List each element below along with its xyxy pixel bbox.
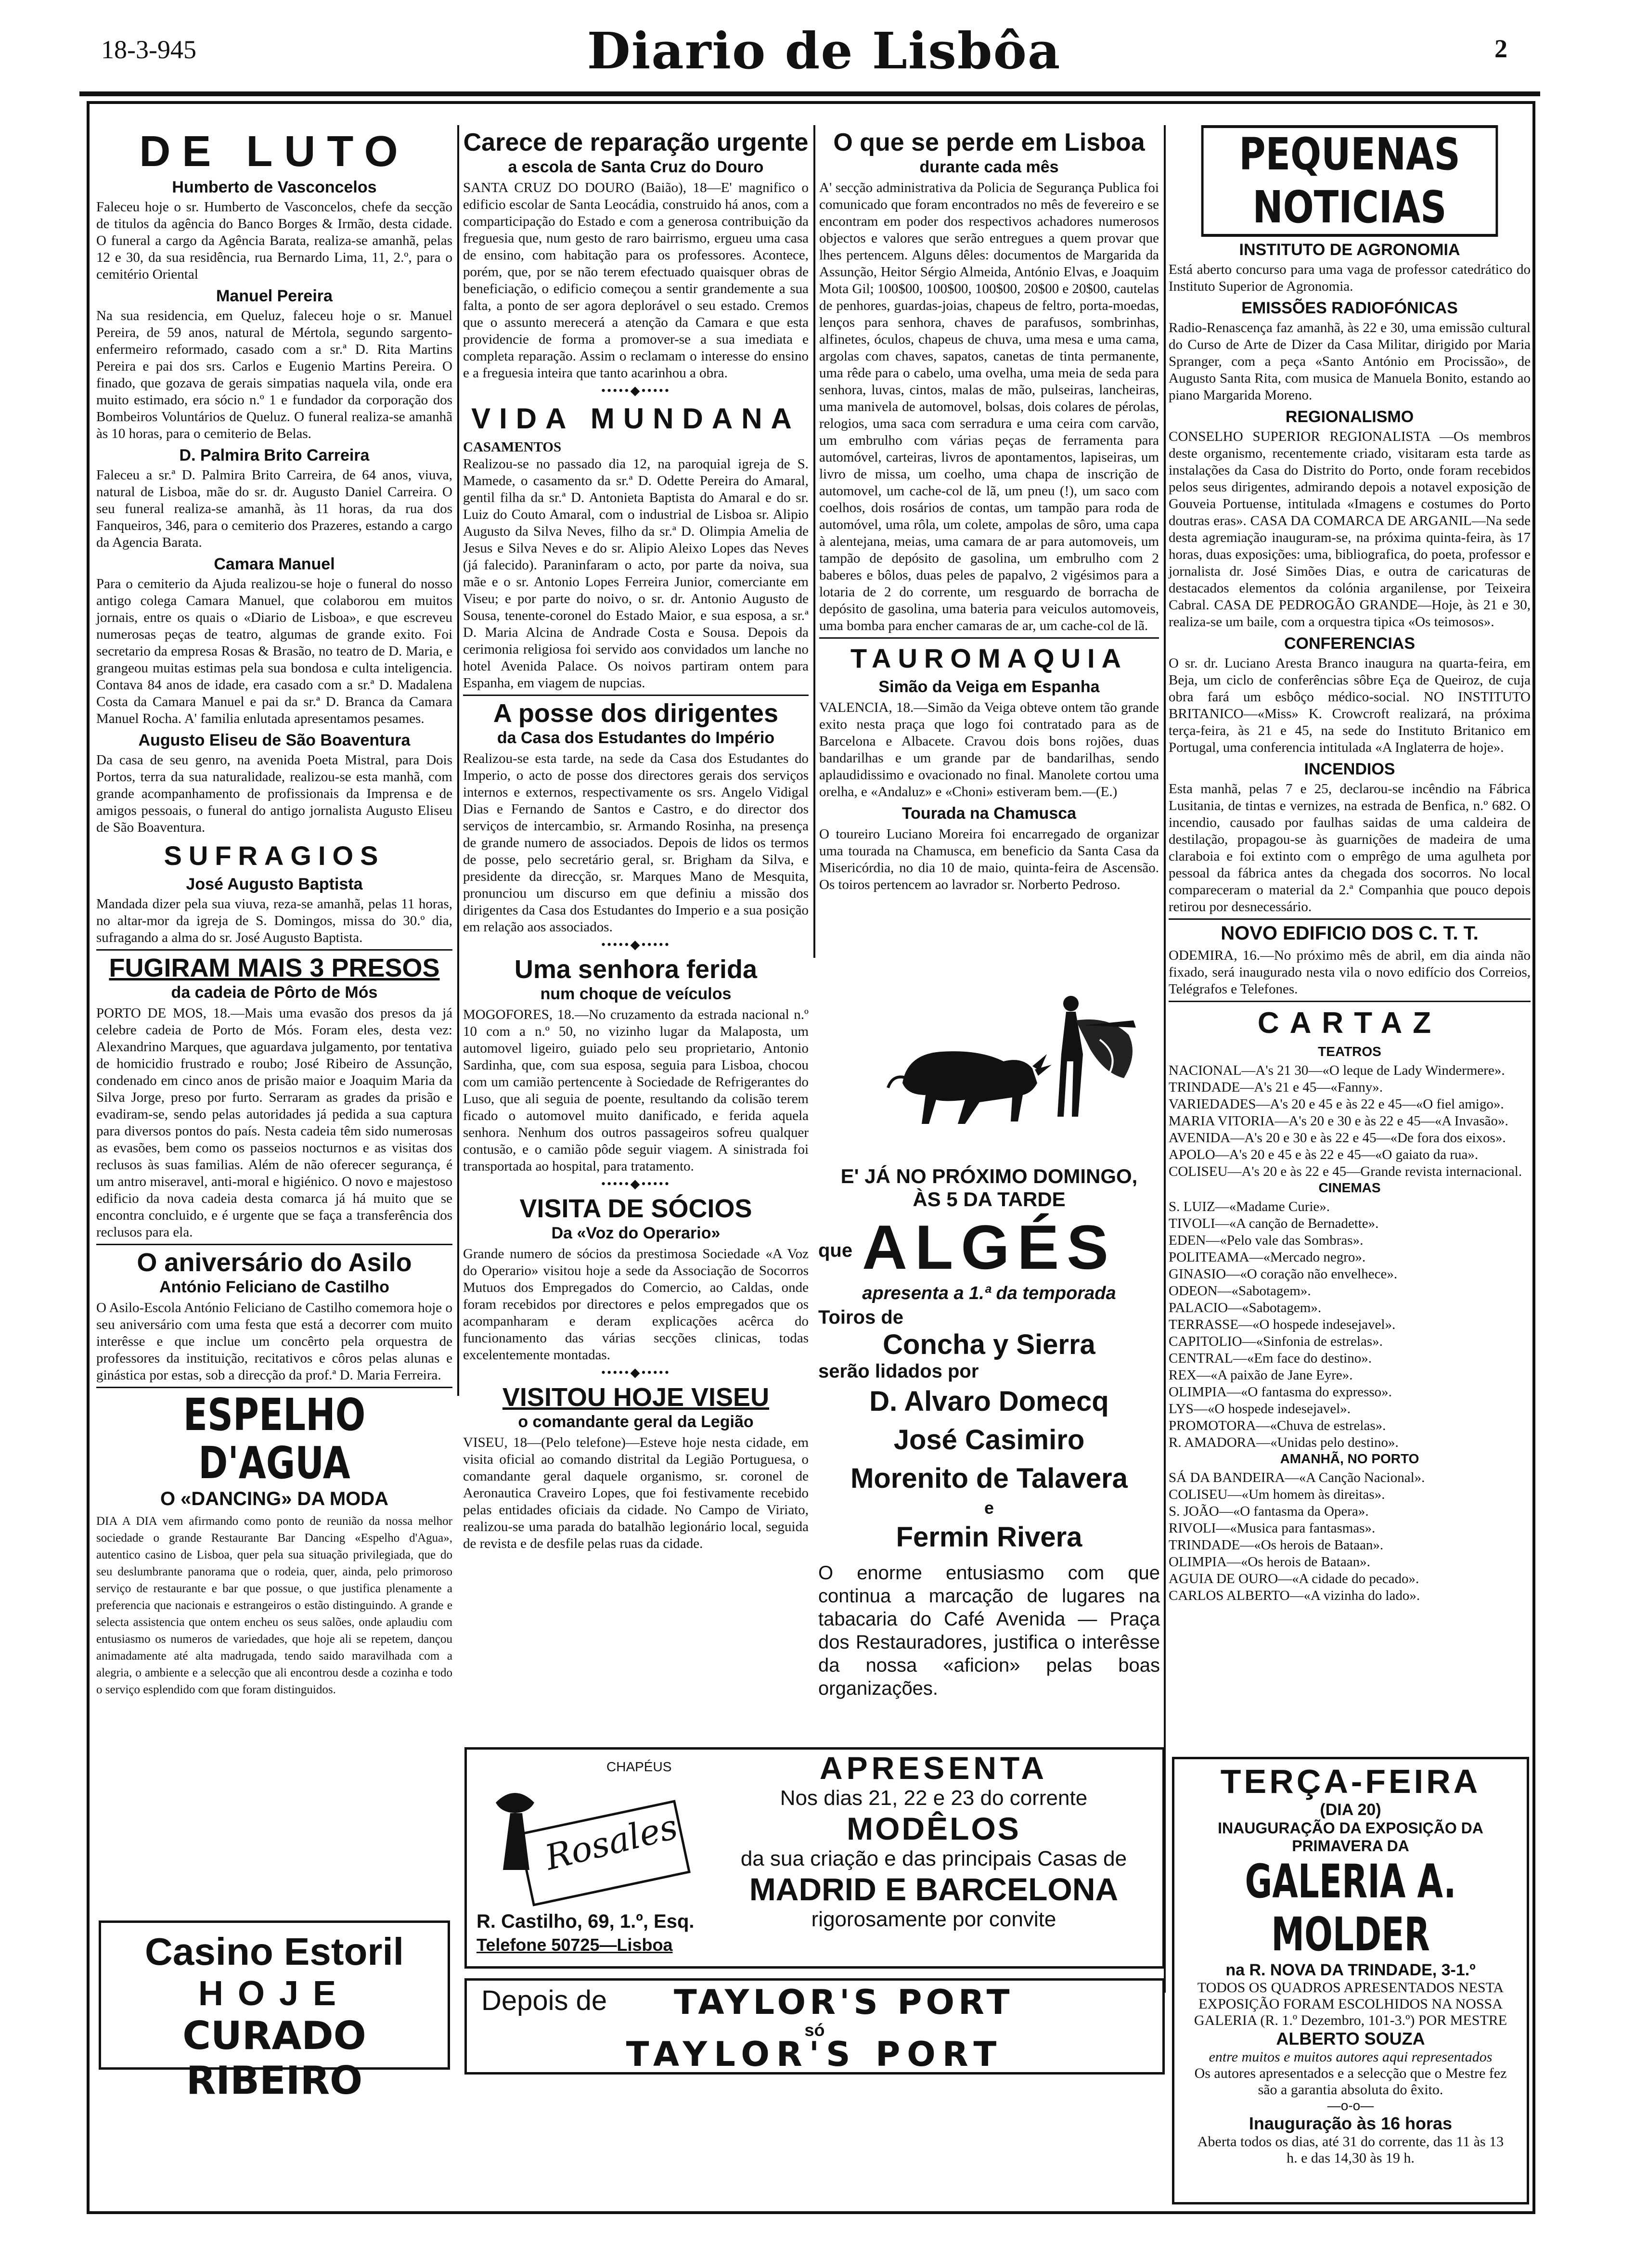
alges-bullfight-ad <box>818 953 1160 1699</box>
rosales-cities: MADRID E BARCELONA <box>749 1871 1119 1907</box>
alges-date: E' JÁ NO PRÓXIMO DOMINGO, <box>840 1165 1138 1187</box>
alges-ganadaria: Concha y Sierra <box>883 1329 1095 1360</box>
tauro-text: VALENCIA, 18.—Simão da Veiga obteve ontem tão grande exito nesta praça que logo foi contratado para as de Barcelona e Albacete. Cravou dois bons rojões, duas bandarilhas e um grande par de bandarilhas, sendo aplaudidissimo e ovacionado no final. Manolete cortou uma orelha, e «Andaluz» e «Choni» estiveram bem.—(E.) <box>819 700 1159 799</box>
rosales-ad <box>464 1747 1165 1969</box>
cinema-listing: TIVOLI—«A canção de Bernadette». <box>1169 1216 1379 1231</box>
news-text: Radio-Renascença faz amanhã, às 22 e 30, uma emissão cultural do Curso de Arte de Dizer da Casa Militar, dirigido por Maria Spranger, com a peça «Santo António em Procissão», de Augusto Santa Rita, com musica de Manuela Bonito, estando ao piano Margarida Moreno. <box>1169 320 1531 403</box>
presos-headline: FUGIRAM MAIS 3 PRESOS <box>109 954 440 982</box>
viseu-text: VISEU, 18—(Pelo telefone)—Esteve hoje nesta cidade, em visita oficial ao comando distrital da Legião Portuguesa, o comandante geral daquele organismo, sr. coronel de Aeronautica Craveiro Lopes, que foi festivamente recebido pelas entidades oficiais da cidade. No Campo de Viriato, realizou-se uma parada do batalhão legionário local, seguida de revista e de desfile pelas ruas da cidade. <box>463 1435 809 1551</box>
rosales-text-block <box>708 1750 1160 1932</box>
divider <box>463 695 809 696</box>
masthead <box>0 0 1648 91</box>
news-heading: CONFERENCIAS <box>1284 634 1416 653</box>
pequenas-headline: PEQUENAS NOTICIAS <box>1201 125 1498 237</box>
obit-name: Humberto de Vasconcelos <box>172 178 377 196</box>
mundana-headline: VIDA MUNDANA <box>471 402 800 435</box>
chamusca-text: O toureiro Luciano Moreira foi encarregado de organizar uma tourada na Chamusca, em beneficio da Santa Casa da Misericórdia, no dia 10 de maio, quinta-feira de Ascensão. Os toiros pertencem ao lavrador sr. Norberto Pedroso. <box>819 826 1159 892</box>
mundana-section: CASAMENTOS <box>463 439 562 455</box>
viseu-subtitle: o comandante geral da Legião <box>518 1413 754 1431</box>
rosales-logo <box>476 1759 693 1904</box>
teatros-heading: TEATROS <box>1318 1044 1381 1059</box>
casino-artist: CURADO RIBEIRO <box>182 2013 366 2103</box>
divider <box>1169 1001 1531 1002</box>
posse-subtitle: da Casa dos Estudantes do Império <box>497 729 775 747</box>
cinema-listing: CENTRAL—«Em face do destino». <box>1169 1351 1372 1366</box>
cinema-listing: ODEON—«Sabotagem». <box>1169 1283 1311 1299</box>
column-divider <box>813 125 815 958</box>
divider <box>96 1387 452 1388</box>
toureiro: D. Alvaro Domecq <box>869 1386 1109 1417</box>
casino-name: Casino Estoril <box>145 1930 404 1973</box>
cinema-listing: EDEN—«Pelo vale das Sombras». <box>1169 1233 1364 1248</box>
posse-text: Realizou-se esta tarde, na sede da Casa dos Estudantes do Imperio, o acto de posse dos directores gerais dos serviços internos e externos, respectivamente os srs. Angelo Vidigal Dias e Fernando de Santos e Castro, e do director dos serviços de intercambio, sr. Armando Rosinha, na presença de grande numero de associados. Depois de lidos os termos de posse, pelo secretário geral, sr. Brigham da Silva, e presidente da direcção, sr. Marques Mano de Mesquita, pronunciou um discurso em que definiu a missão dos dirigentes da Casa dos Estudantes do Imperio e a sua posição em relação aos associados. <box>463 751 809 935</box>
asilo-headline: O aniversário do Asilo <box>137 1248 412 1277</box>
news-heading: REGIONALISMO <box>1285 408 1414 426</box>
taylors-depois: Depois de <box>481 1985 607 2016</box>
bullfight-illustration <box>821 958 1158 1160</box>
sufragios-text: Mandada dizer pela sua viuva, reza-se amanhã, pelas 11 horas, no altar-mor da igreja de S. Domingos, missa do 30.º dia, sufragando a alma do sr. José Augusto Baptista. <box>96 896 452 945</box>
divider <box>1169 918 1531 920</box>
rosales-apresenta: APRESENTA <box>819 1750 1048 1786</box>
newspaper-title: Diario de Lisbôa <box>587 21 1061 80</box>
rosales-chapeus: CHAPÉUS <box>606 1759 672 1774</box>
alges-e: e <box>984 1498 994 1518</box>
obit-text: Faleceu hoje o sr. Humberto de Vasconcelos, chefe da secção de titulos da agência do Banco Borges & Irmão, desta cidade. O funeral a cargo da Agência Barata, realiza-se amanhã, pelas 12 e 30, da sua residência, rua Bernardo Lima, 11, 2.º, para o cemitério Oriental <box>96 199 452 282</box>
theatre-listing: NACIONAL—A's 21 30—«O leque de Lady Windermere». <box>1169 1063 1505 1078</box>
asilo-text: O Asilo-Escola António Feliciano de Castilho comemora hoje o seu aniversário com uma festa que está a decorrer com muito interêsse e que inclue um concêrto pela orquestra de professores da instituição, recitativos e côros pelas alunas e ginástica por estas, sob a direcção da prof.ª D. Maria Ferreira. <box>96 1300 452 1383</box>
porto-listing: AGUIA DE OURO—«A cidade do pecado». <box>1169 1571 1419 1586</box>
taylors-port-ad <box>464 1978 1165 2075</box>
teatros-list <box>1169 1062 1531 1180</box>
sufragios-name: José Augusto Baptista <box>186 875 363 893</box>
column-3 <box>819 125 1159 953</box>
perde-subtitle: durante cada mês <box>919 158 1059 176</box>
visita-text: Grande numero de sócios da prestimosa Sociedade «A Voz do Operario» visitou hoje a sede da Associação de Socorros Mutuos dos Empregados do Comercio, ao Caldas, onde foram recebidos por directores e pelos empregados que os acompanharam e deram explicações acêrca do funcionamento das várias secções clinicas, todas excelentemente montadas. <box>463 1246 809 1363</box>
rosales-days: Nos dias 21, 22 e 23 do corrente <box>780 1786 1088 1810</box>
news-text: CONSELHO SUPERIOR REGIONALISTA —Os membros deste organismo, recentemente criado, visitaram esta tarde as instalações da Casa do Distrito do Porto, onde foram recebidos pelos seus dirigentes, admirando depois a notavel exposição de Gouveia Portuense, intitulada «Imagens e costumes do Porto doutras eras». CASA DA COMARCA DE ARGANIL—Na sede desta agremiação inauguram-se, na próxima quinta-feira, às 17 horas, duas exposições: uma, bibliografica, do poeta, professor e jornalista dr. José Simões Dias, e outra de caricaturas de destacados elementos da colónia arganilense, por Teixeira Cabral. CASA DE PEDROGÃO GRANDE—Hoje, às 21 e 30, realiza-se um baile, com a orquestra tipica «Os teimosos». <box>1169 429 1531 630</box>
visita-headline: VISITA DE SÓCIOS <box>519 1194 752 1223</box>
cinema-listing: PROMOTORA—«Chuva de estrelas». <box>1169 1418 1386 1433</box>
rosales-address: R. Castilho, 69, 1.º, Esq. <box>476 1911 695 1932</box>
porto-list <box>1169 1469 1531 1604</box>
news-text: O sr. dr. Luciano Aresta Branco inaugura na quarta-feira, em Beja, um ciclo de conferências sôbre Eça de Queiroz, de cuja obra fará um esbôço médico-social. NO INSTITUTO BRITANICO—«Miss» K. Crowcroft realizará, na próxima terça-feira, às 21 e 45, na sede do Instituto Britanico em Portugal, uma conferencia intitulada «A Inglaterra de hoje». <box>1169 656 1531 755</box>
cinema-listing: R. AMADORA—«Unidas pelo destino». <box>1169 1435 1399 1450</box>
sufragios-heading: SUFRAGIOS <box>164 840 385 871</box>
obit-name: D. Palmira Brito Carreira <box>179 446 370 464</box>
galeria-molder-ad <box>1172 1757 1529 2204</box>
page-date: 18-3-945 <box>101 35 196 64</box>
casino-estoril-ad <box>99 1920 450 2103</box>
porto-listing: CARLOS ALBERTO—«A vizinha do lado». <box>1169 1588 1420 1603</box>
news-heading: INCENDIOS <box>1304 760 1395 778</box>
divider <box>96 949 452 951</box>
rosales-invite: rigorosamente por convite <box>811 1907 1056 1931</box>
cinema-listing: PALACIO—«Sabotagem». <box>1169 1300 1322 1315</box>
news-text: Está aberto concurso para uma vaga de professor catedrático do Instituto Superior de Agronomia. <box>1169 262 1531 294</box>
column-luto <box>96 125 452 2204</box>
alges-toiros: Toiros de <box>818 1307 904 1328</box>
alges-apresenta: apresenta a 1.ª da temporada <box>862 1283 1116 1303</box>
theatre-listing: MARIA VITORIA—A's 20 e 30 e às 22 e 45—«A Invasão». <box>1169 1113 1508 1129</box>
porto-listing: SÁ DA BANDEIRA—«A Canção Nacional». <box>1169 1470 1425 1485</box>
molder-authors: entre muitos e muitos autores aqui representados <box>1209 2049 1493 2065</box>
theatre-listing: TRINDADE—A's 21 e 45—«Fanny». <box>1169 1080 1383 1095</box>
senhora-text: MOGOFORES, 18.—No cruzamento da estrada nacional n.º 10 com a n.º 50, no vizinho lugar da Malaposta, um automovel ligeiro, guiado pelo seu proprietario, Antonio Sardinha, que, com sua esposa, seguia para Lisboa, chocou com um camião pertencente à Sociedade de Refrigerantes do Luso, que ali seguia de poente, resultando da colisão terem ficado o automovel muito danificado, e ferida aquela senhora. Nenhum dos outros passageiros sofreu qualquer contusão, e o camião pôde seguir viagem. A sinistrada foi transportada ao hospital, para tratamento. <box>463 1007 809 1174</box>
page-number: 2 <box>1494 34 1507 63</box>
presos-subtitle: da cadeia de Pôrto de Mós <box>171 983 378 1002</box>
taylors-so: só <box>804 2020 825 2040</box>
rosales-modelos: MODÊLOS <box>847 1811 1021 1846</box>
obit-name: Manuel Pereira <box>216 287 333 305</box>
news-text: Esta manhã, pelas 7 e 25, declarou-se incêndio na Fábrica Lusitania, de tintas e vernizes, na estrada de Benfica, n.º 682. O incendio, causado por faulhas saidas de uma caldeira de destilação, propagou-se às guarnições de madeira de uma claraboia e foi extinto com o emprêgo de uma agulheta por pessoal da fábrica antes da chegada dos socorros. No local compareceram o material da 2.ª Companhia que pouco depois retirou por desnecessário. <box>1169 781 1531 915</box>
molder-guarantee: Os autores apresentados e a selecção que o Mestre fez são a garantia absoluta do êxito. <box>1194 2065 1507 2098</box>
column-4 <box>1169 125 1531 1877</box>
alges-name-row <box>818 1211 1160 1283</box>
cinema-listing: LYS—«O hospede indesejavel». <box>1169 1401 1351 1417</box>
cinema-listing: POLITEAMA—«Mercado negro». <box>1169 1250 1366 1265</box>
molder-inauguration: INAUGURAÇÃO DA EXPOSIÇÃO DA PRIMAVERA DA <box>1218 1819 1483 1855</box>
ctt-text: ODEMIRA, 16.—No próximo mês de abril, em dia ainda não fixado, será inaugurado nesta vila o novo edifício dos Correios, Telégrafos e Telefones. <box>1169 948 1531 997</box>
toureiro: Morenito de Talavera <box>850 1463 1128 1494</box>
alges-lidados: serão lidados por <box>818 1361 979 1382</box>
cinema-listing: TERRASSE—«O hospede indesejavel». <box>1169 1317 1396 1332</box>
toureiro: José Casimiro <box>893 1424 1085 1456</box>
molder-address: na R. NOVA DA TRINDADE, 3-1.º <box>1225 1961 1476 1979</box>
ornament: •••••◆••••• <box>601 384 671 398</box>
column-divider <box>1164 125 1166 1993</box>
tauro-headline: TAUROMAQUIA <box>850 643 1128 673</box>
obit-text: Para o cemiterio da Ajuda realizou-se hoje o funeral do nosso antigo colega Camara Manuel, que colaborou em muitos jornais, entre os quais o «Diario de Lisboa», e que escreveu numerosas peças de teatro, algumas de grande exito. Foi secretario da empresa Rosas & Brasão, no teatro de D. Maria, e grangeou muitas estimas pela sua bondosa e culta inteligencia. Contava 84 anos de idade, era casado com a sr.ª D. Madalena Costa da Camara Manuel e pai da sr.ª D. Branca da Camara Manuel Rocha. A' familia enlutada apresentamos pesames. <box>96 576 452 726</box>
ornament: •••••◆••••• <box>601 1177 671 1191</box>
molder-day: TERÇA-FEIRA <box>1220 1763 1481 1800</box>
molder-hour: Inauguração às 16 horas <box>1249 2113 1453 2133</box>
cinema-listing: REX—«A paixão de Jane Eyre». <box>1169 1367 1353 1383</box>
mundana-text: Realizou-se no passado dia 12, na paroquial igreja de S. Mamede, o casamento da sr.ª D. Odette Pereira do Amaral, gentil filha da sr.ª D. Antonieta Baptista do Amaral e do sr. Luiz do Couto Amaral, com o industrial de Lisboa sr. Alipio Augusto da Silva Neves, filho da sr.ª D. Olimpia Amelia de Jesus e Silva Neves e do sr. Alipio Aleixo Lopes das Neves (já falecido). Paraninfaram o acto, por parte da noiva, sua mãe e o sr. Antonio Lopes Ferreira Junior, comerciante em Viseu; e por parte do noivo, o sr. dr. Antonio Augusto de Sousa, tenente-coronel do Estado Maior, e sua esposa, a sr.ª D. Maria Alcina de Andrade Costa e Sousa. Depois da cerimonia religiosa foi servido aos convidados um lanche no hotel Avenida Palace. Os noivos partiram ontem para Espanha, em viagem de nupcias. <box>463 456 809 691</box>
tauro-subtitle: Simão da Veiga em Espanha <box>878 678 1100 696</box>
molder-gallery-name: GALERIA A. MOLDER <box>1245 1855 1456 1961</box>
carece-subtitle: a escola de Santa Cruz do Douro <box>508 158 764 176</box>
rosales-phone: Telefone 50725—Lisboa <box>476 1935 673 1955</box>
theatre-listing: APOLO—A's 20 e 45 e às 22 e 45—«O gaiato da rua». <box>1169 1147 1479 1162</box>
presos-text: PORTO DE MOS, 18.—Mais uma evasão dos presos da já celebre cadeia de Porto de Mós. Foram eles, desta vez: Alexandrino Marques, que aguardava julgamento, por tentativa de homicidio frustrado e roubo; José Ribeiro de Assunção, condenado em cinco anos de prisão maior e Joaquim Maria da Silva Jorge, preso por furto. Serraram as grades da prisão e evadiram-se, sendo pelas autoridades já pedida a sua captura para diversos pontos do país. Nesta cadeia têm sido numerosas as evasões, bem como os passeios nocturnos e as visitas dos reclusos às suas familias. Além de não oferecer segurança, é um antro miseravel, anti-moral e higiénico. O novo e majestoso edificio da nova cadeia desta comarca já há muito que se encontra concluido, e é urgente que se faça a transferência dos reclusos para ela. <box>96 1005 452 1240</box>
cinema-listing: CAPITOLIO—«Sinfonia de estrelas». <box>1169 1334 1383 1349</box>
luto-heading <box>96 128 452 176</box>
taylors-brand-1: TAYLOR'S PORT <box>674 1983 1014 2022</box>
news-heading: INSTITUTO DE AGRONOMIA <box>1239 241 1460 259</box>
perde-text: A' secção administrativa da Policia de Segurança Publica foi comunicado que foram encontrados no mês de fevereiro e se encontram em poder dos respectivos achadores numerosos objectos e valores que serão entregues a quem provar que lhes pertencem. Alguns dêles: documentos de Margarida da Assunção, Heitor Sérgio Almeida, António Elvas, e Joaquim Mota Gil; 100$00, 100$00, 100$00, 20$00 e 20$00, cautelas de penhores, guardas-joias, chapeus de feltro, porta-moedas, lenços para senhora, chaves de parafusos, sombrinhas, alfinetes, óculos, chapeus de chuva, uma mesa e uma cama, argolas com chaves, sapatos, canetas de tinta permanente, uma rêde para o cabelo, uma ovelha, uma meia de seda para senhora, luvas, cintos, malas de mão, pulseiras, lancheiras, uma manivela de automovel, bolsas, dois colares de pérolas, relogios, uma saca com serradura e uma ceira com carvão, um embrulho com várias peças de ferramenta para automóvel, carteiras, livros de apontamentos, lapiseiras, um livro de missa, um coelho, uma chapa de inscrição de automovel, um cache-col de lã, um pneu (!), um saco com coelhos, dois rosários de contas, um tampão para roda de automóvel, uma rôla, um colete, ampolas de sôro, uma capa à alentejana, meias, uma camara de ar para automoveis, um tampão de depósito de gasolina, um embrulho com 2 baberes e bôlos, duas peles de papalvo, 2 vigésimos para a lotaria de 2 do corrente, um resguardo de borracha de depósito de gasolina, uma bateria para veiculos automoveis, uma bomba para encher camaras de ar, um cache-col de lã. <box>819 180 1159 633</box>
alges-que: que <box>818 1240 853 1261</box>
obit-text: Da casa de seu genro, na avenida Poeta Mistral, para Dois Portos, terra da sua naturalidade, realizou-se esta manhã, com grande acompanhamento de profissionais da Imprensa e de amigos pessoais, o funeral do antigo jornalista Augusto Eliseu de São Boaventura. <box>96 752 452 835</box>
cinema-listing: GINASIO—«O coração não envelhece». <box>1169 1266 1398 1282</box>
porto-heading: AMANHÃ, NO PORTO <box>1280 1451 1419 1466</box>
cartaz-headline: CARTAZ <box>1257 1006 1442 1040</box>
luto-heading-text: DE LUTO <box>139 128 410 176</box>
porto-listing: S. JOÃO—«O fantasma da Opera». <box>1169 1504 1369 1519</box>
porto-listing: TRINDADE—«Os herois de Bataan». <box>1169 1537 1384 1553</box>
visita-subtitle: Da «Voz do Operario» <box>551 1224 721 1242</box>
cinemas-list <box>1169 1198 1531 1451</box>
ornament: •••••◆••••• <box>601 938 671 952</box>
posse-headline: A posse dos dirigentes <box>493 699 779 728</box>
molder-ornament: —o-o— <box>1327 2098 1374 2113</box>
divider <box>819 637 1159 639</box>
column-divider <box>457 125 459 1396</box>
casino-hoje: HOJE <box>198 1974 351 2013</box>
porto-listing: COLISEU—«Um homem às direitas». <box>1169 1487 1385 1502</box>
theatre-listing: VARIEDADES—A's 20 e 45 e às 22 e 45—«O fiel amigo». <box>1169 1096 1504 1112</box>
espelho-text: DIA A DIA vem afirmando como ponto de reunião da nossa melhor sociedade o grande Restaurante Bar Dancing «Espelho d'Agua», autentico casino de Lisboa, quer pela sua situação privilegiada, que do seu deslumbrante panorama que o rodeia, quer, ainda, pelo primoroso serviço de restaurante e bar que possue, o que justifica plenamente a preferencia que nacionais e estrangeiros o estão distinguindo. A grande e selecta assistencia que ontem encheu os seus salões, onde aplaudiu com entusiasmo os numeros de variedades, que hoje ali se repetem, dançou animadamente até alta madrugada, tendo saido maravilhada com a alegria, o ambiente e a selecção que ali encontrou desde a cozinha e todo o serviço esplendido com que foram distinguidos. <box>96 1515 452 1696</box>
viseu-headline: VISITOU HOJE VISEU <box>502 1383 770 1412</box>
obit-text: Faleceu a sr.ª D. Palmira Brito Carreira, de 64 anos, viuva, natural de Lisboa, mãe do sr. dr. Augusto Daniel Carreira. O seu funeral realiza-se amanhã, às 11 horas, da rua dos Fanqueiros, 346, para o cemiterio dos Prazeres, estando a cargo da Agencia Barata. <box>96 467 452 550</box>
obit-name: Augusto Eliseu de São Boaventura <box>138 731 411 749</box>
molder-text: TODOS OS QUADROS APRESENTADOS NESTA EXPOSIÇÃO FORAM ESCOLHIDOS NA NOSSA GALERIA (R. 1.º Dezembro, 101-3.º) POR MESTRE <box>1194 1980 1507 2028</box>
cinema-listing: OLIMPIA—«O fantasma do expresso». <box>1169 1384 1392 1400</box>
carece-headline: Carece de reparação urgente <box>463 129 809 156</box>
ornament: •••••◆••••• <box>601 1366 671 1379</box>
carece-text: SANTA CRUZ DO DOURO (Baião), 18—E' magnifico o edificio escolar de Santa Leocádia, construido há anos, com a comparticipação do Estado e com a generosa contribuição da freguesia que, num gesto de raro bairrismo, ergueu uma casa de ensino, com habitação para os professores. Acontece, porém, que, por se não terem efectuado quaisquer obras de beneficiação, o edificio começou a sentir grandemente a sua falta, a ponto de ser agora deplorável o seu estado. Cremos que o assunto merecerá a atenção da Camara e que esta providencie de forma a promover-se a sua imediata e completa reparação. Assim o reclamam o interesse do ensino e a freguesia inteira que tanto acarinhou a obra. <box>463 180 809 381</box>
ctt-headline: NOVO EDIFICIO DOS C. T. T. <box>1221 923 1479 944</box>
senhora-headline: Uma senhora ferida <box>514 955 758 984</box>
rosales-logo-text: Rosales <box>541 1806 682 1878</box>
senhora-subtitle: num choque de veículos <box>540 985 732 1003</box>
cinemas-heading: CINEMAS <box>1318 1180 1381 1195</box>
taylors-brand-2: TAYLOR'S PORT <box>626 2035 1004 2074</box>
rosales-creation: da sua criação e das principais Casas de <box>740 1847 1127 1870</box>
espelho-headline: ESPELHO D'AGUA <box>183 1389 366 1489</box>
porto-listing: OLIMPIA—«Os herois de Bataan». <box>1169 1554 1370 1570</box>
header-rule <box>79 91 1540 96</box>
column-2 <box>463 125 809 1551</box>
obit-name: Camara Manuel <box>214 555 335 573</box>
cinema-listing: S. LUIZ—«Madame Curie». <box>1169 1199 1330 1214</box>
molder-hours: Aberta todos os dias, até 31 do corrente, das 11 às 13 h. e das 14,30 às 19 h. <box>1197 2134 1504 2166</box>
molder-date: (DIA 20) <box>1320 1801 1381 1819</box>
theatre-listing: AVENIDA—A's 20 e 30 e às 22 e 45—«De fora dos eixos». <box>1169 1130 1506 1146</box>
theatre-listing: COLISEU—A's 20 e às 22 e 45—Grande revista internacional. <box>1169 1164 1522 1179</box>
asilo-subtitle: António Feliciano de Castilho <box>159 1278 389 1296</box>
obit-text: Na sua residencia, em Queluz, faleceu hoje o sr. Manuel Pereira, de 59 anos, natural de Mértola, segundo sargento-enfermeiro reformado, casado com a sr.ª D. Rita Martins Pereira e pai dos srs. Carlos e Eugenio Martins Pereira. O finado, que gozava de gerais simpatias naquela vila, onde era muito estimado, era sócio n.º 1 e fundador da corporação dos Bombeiros Voluntários de Queluz. O funeral realiza-se amanhã às 10 horas, para o cemiterio de Belas. <box>96 308 452 441</box>
divider <box>96 1244 452 1245</box>
alges-time: ÀS 5 DA TARDE <box>913 1188 1066 1211</box>
porto-listing: RIVOLI—«Musica para fantasmas». <box>1169 1521 1376 1536</box>
chamusca-subtitle: Tourada na Chamusca <box>901 804 1077 823</box>
molder-mestre: ALBERTO SOUZA <box>1276 2029 1425 2049</box>
alges-name: ALGÉS <box>862 1212 1116 1282</box>
alges-text: O enorme entusiasmo com que continua a marcação de lugares na tabacaria do Café Avenida — Praça dos Restauradores, justifica o interêsse da nossa «aficion» pelas boas organizações. <box>818 1562 1160 1699</box>
news-heading: EMISSÕES RADIOFÓNICAS <box>1241 299 1458 317</box>
perde-headline: O que se perde em Lisboa <box>833 129 1145 156</box>
espelho-subtitle: O «DANCING» DA MODA <box>160 1488 389 1509</box>
toureiro: Fermin Rivera <box>896 1521 1082 1553</box>
